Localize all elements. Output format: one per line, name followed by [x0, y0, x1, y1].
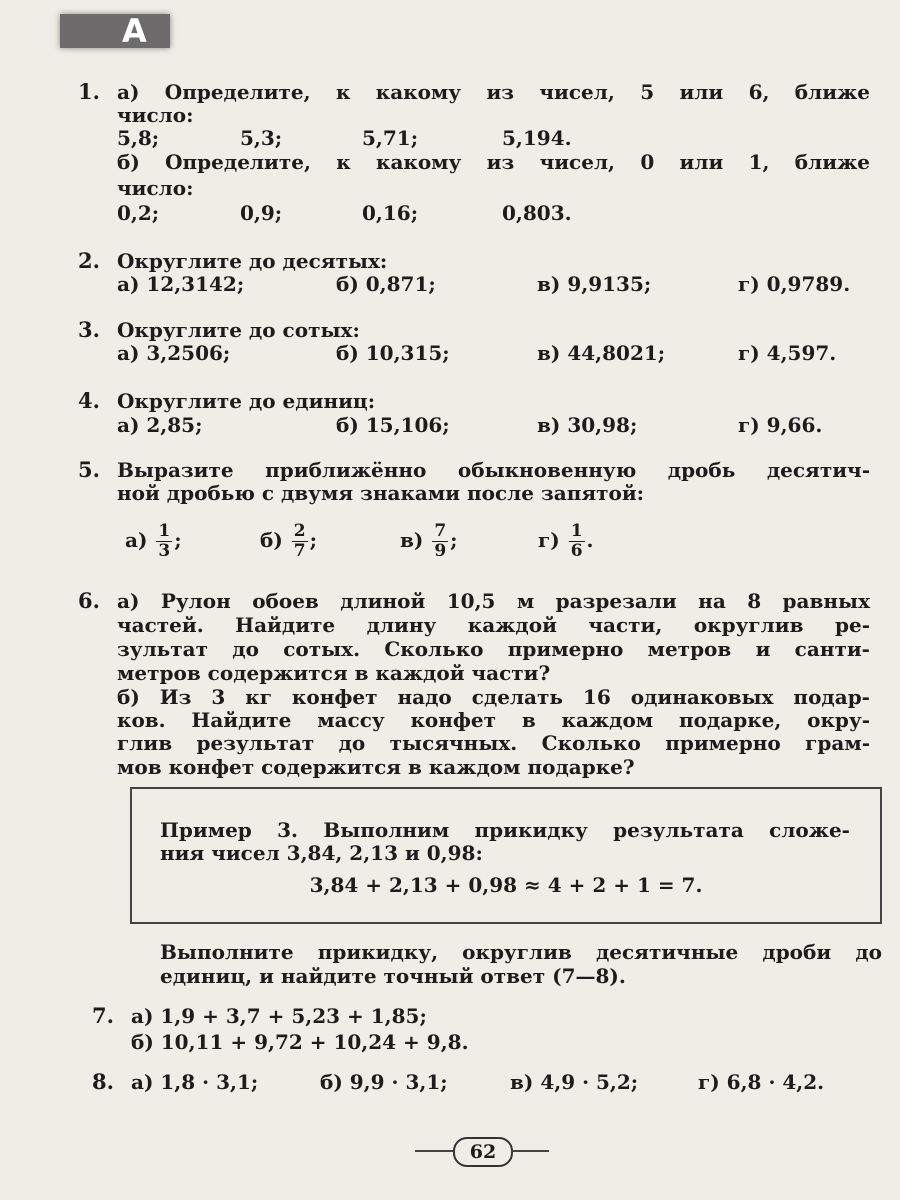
- value: 5,194.: [502, 126, 572, 150]
- exercise-text: а) Определите, к какому из чисел, 5 или 6, ближе: [117, 80, 870, 104]
- item: г) 6,8 · 4,2.: [698, 1070, 825, 1094]
- item: в) 44,8021;: [537, 341, 666, 365]
- fraction-item: [400, 522, 458, 561]
- exercise-number: 1.: [78, 79, 100, 104]
- item: б) 0,871;: [336, 272, 436, 296]
- numerator: 2: [293, 521, 306, 541]
- item: в) 9,9135;: [537, 272, 652, 296]
- item: б) 15,106;: [336, 413, 450, 437]
- item-label: а): [125, 528, 148, 552]
- item-label: в): [400, 528, 424, 552]
- item: в) 4,9 · 5,2;: [510, 1070, 639, 1094]
- item-label: г): [538, 528, 560, 552]
- exercise-text: б) 10,11 + 9,72 + 10,24 + 9,8.: [131, 1030, 469, 1054]
- fraction: [569, 522, 585, 561]
- value: 5,3;: [240, 126, 283, 150]
- exercise-title: Округлите до сотых:: [117, 318, 360, 342]
- exercise-number: 6.: [78, 588, 100, 613]
- fraction-item: [125, 522, 182, 561]
- fraction: [292, 522, 308, 561]
- punct: ;: [309, 528, 318, 552]
- denominator: 7: [293, 541, 306, 561]
- value: 0,803.: [502, 201, 572, 225]
- item: б) 9,9 · 3,1;: [320, 1070, 448, 1094]
- numerator: 1: [158, 521, 171, 541]
- exercise-title: Округлите до десятых:: [117, 249, 388, 273]
- exercise-text: зультат до сотых. Сколько примерно метров и санти-: [117, 637, 870, 661]
- item: в) 30,98;: [537, 413, 638, 437]
- page-number-rule: [415, 1150, 453, 1152]
- item: г) 4,597.: [738, 341, 837, 365]
- exercise-text: а) 1,9 + 3,7 + 5,23 + 1,85;: [131, 1004, 427, 1028]
- fraction-item: [538, 522, 594, 561]
- item: а) 3,2506;: [117, 341, 231, 365]
- example-formula: 3,84 + 2,13 + 0,98 ≈ 4 + 2 + 1 = 7.: [309, 873, 703, 897]
- value: 0,16;: [362, 201, 419, 225]
- item: б) 10,315;: [336, 341, 450, 365]
- punct: .: [586, 528, 594, 552]
- exercise-number: 3.: [78, 317, 100, 342]
- exercise-text: ной дробью с двумя знаками после запятой:: [117, 481, 645, 505]
- example-text: ния чисел 3,84, 2,13 и 0,98:: [160, 841, 483, 865]
- exercise-number: 5.: [78, 457, 100, 482]
- exercise-text: метров содержится в каждой части?: [117, 661, 551, 685]
- exercise-text: глив результат до тысячных. Сколько примерно грам-: [117, 731, 870, 755]
- item: а) 2,85;: [117, 413, 203, 437]
- value: 5,8;: [117, 126, 160, 150]
- numerator: 7: [434, 521, 447, 541]
- denominator: 9: [434, 541, 447, 561]
- exercise-number: 8.: [92, 1069, 114, 1094]
- item: а) 1,8 · 3,1;: [131, 1070, 259, 1094]
- page-number-rule: [511, 1150, 549, 1152]
- exercise-text: б) Определите, к какому из чисел, 0 или 1, ближе: [117, 150, 870, 174]
- value: 0,9;: [240, 201, 283, 225]
- fraction: [156, 522, 172, 561]
- item: г) 0,9789.: [738, 272, 851, 296]
- page-number: 62: [453, 1137, 513, 1167]
- exercise-text: а) Рулон обоев длиной 10,5 м разрезали на 8 равных: [117, 589, 870, 613]
- exercise-text: число:: [117, 176, 194, 200]
- punct: ;: [174, 528, 182, 552]
- exercise-number: 2.: [78, 248, 100, 273]
- exercise-title: Округлите до единиц:: [117, 389, 376, 413]
- section-letter: А: [122, 12, 147, 50]
- denominator: 6: [570, 541, 583, 561]
- instruction-text: единиц, и найдите точный ответ (7—8).: [160, 964, 626, 988]
- fraction: [432, 522, 448, 561]
- denominator: 3: [158, 541, 171, 561]
- example-line: [160, 818, 850, 842]
- example-text: Выполним прикидку результата сложе-: [323, 818, 850, 842]
- exercise-text: число:: [117, 103, 194, 127]
- exercise-text: б) Из 3 кг конфет надо сделать 16 одинаковых подар-: [117, 685, 870, 709]
- value: 5,71;: [362, 126, 419, 150]
- example-label: Пример 3.: [160, 818, 298, 842]
- value: 0,2;: [117, 201, 160, 225]
- exercise-number: 7.: [92, 1003, 114, 1028]
- fraction-item: [260, 522, 317, 561]
- item: а) 12,3142;: [117, 272, 245, 296]
- item-label: б): [260, 528, 283, 552]
- numerator: 1: [570, 521, 583, 541]
- punct: ;: [450, 528, 458, 552]
- exercise-text: ков. Найдите массу конфет в каждом подарке, окру-: [117, 708, 870, 732]
- section-badge: [60, 14, 170, 48]
- exercise-number: 4.: [78, 388, 100, 413]
- exercise-text: мов конфет содержится в каждом подарке?: [117, 755, 635, 779]
- instruction-text: Выполните прикидку, округлив десятичные дроби до: [160, 940, 882, 964]
- exercise-text: Выразите приближённо обыкновенную дробь десятич-: [117, 458, 870, 482]
- exercise-text: частей. Найдите длину каждой части, округлив ре-: [117, 613, 870, 637]
- item: г) 9,66.: [738, 413, 823, 437]
